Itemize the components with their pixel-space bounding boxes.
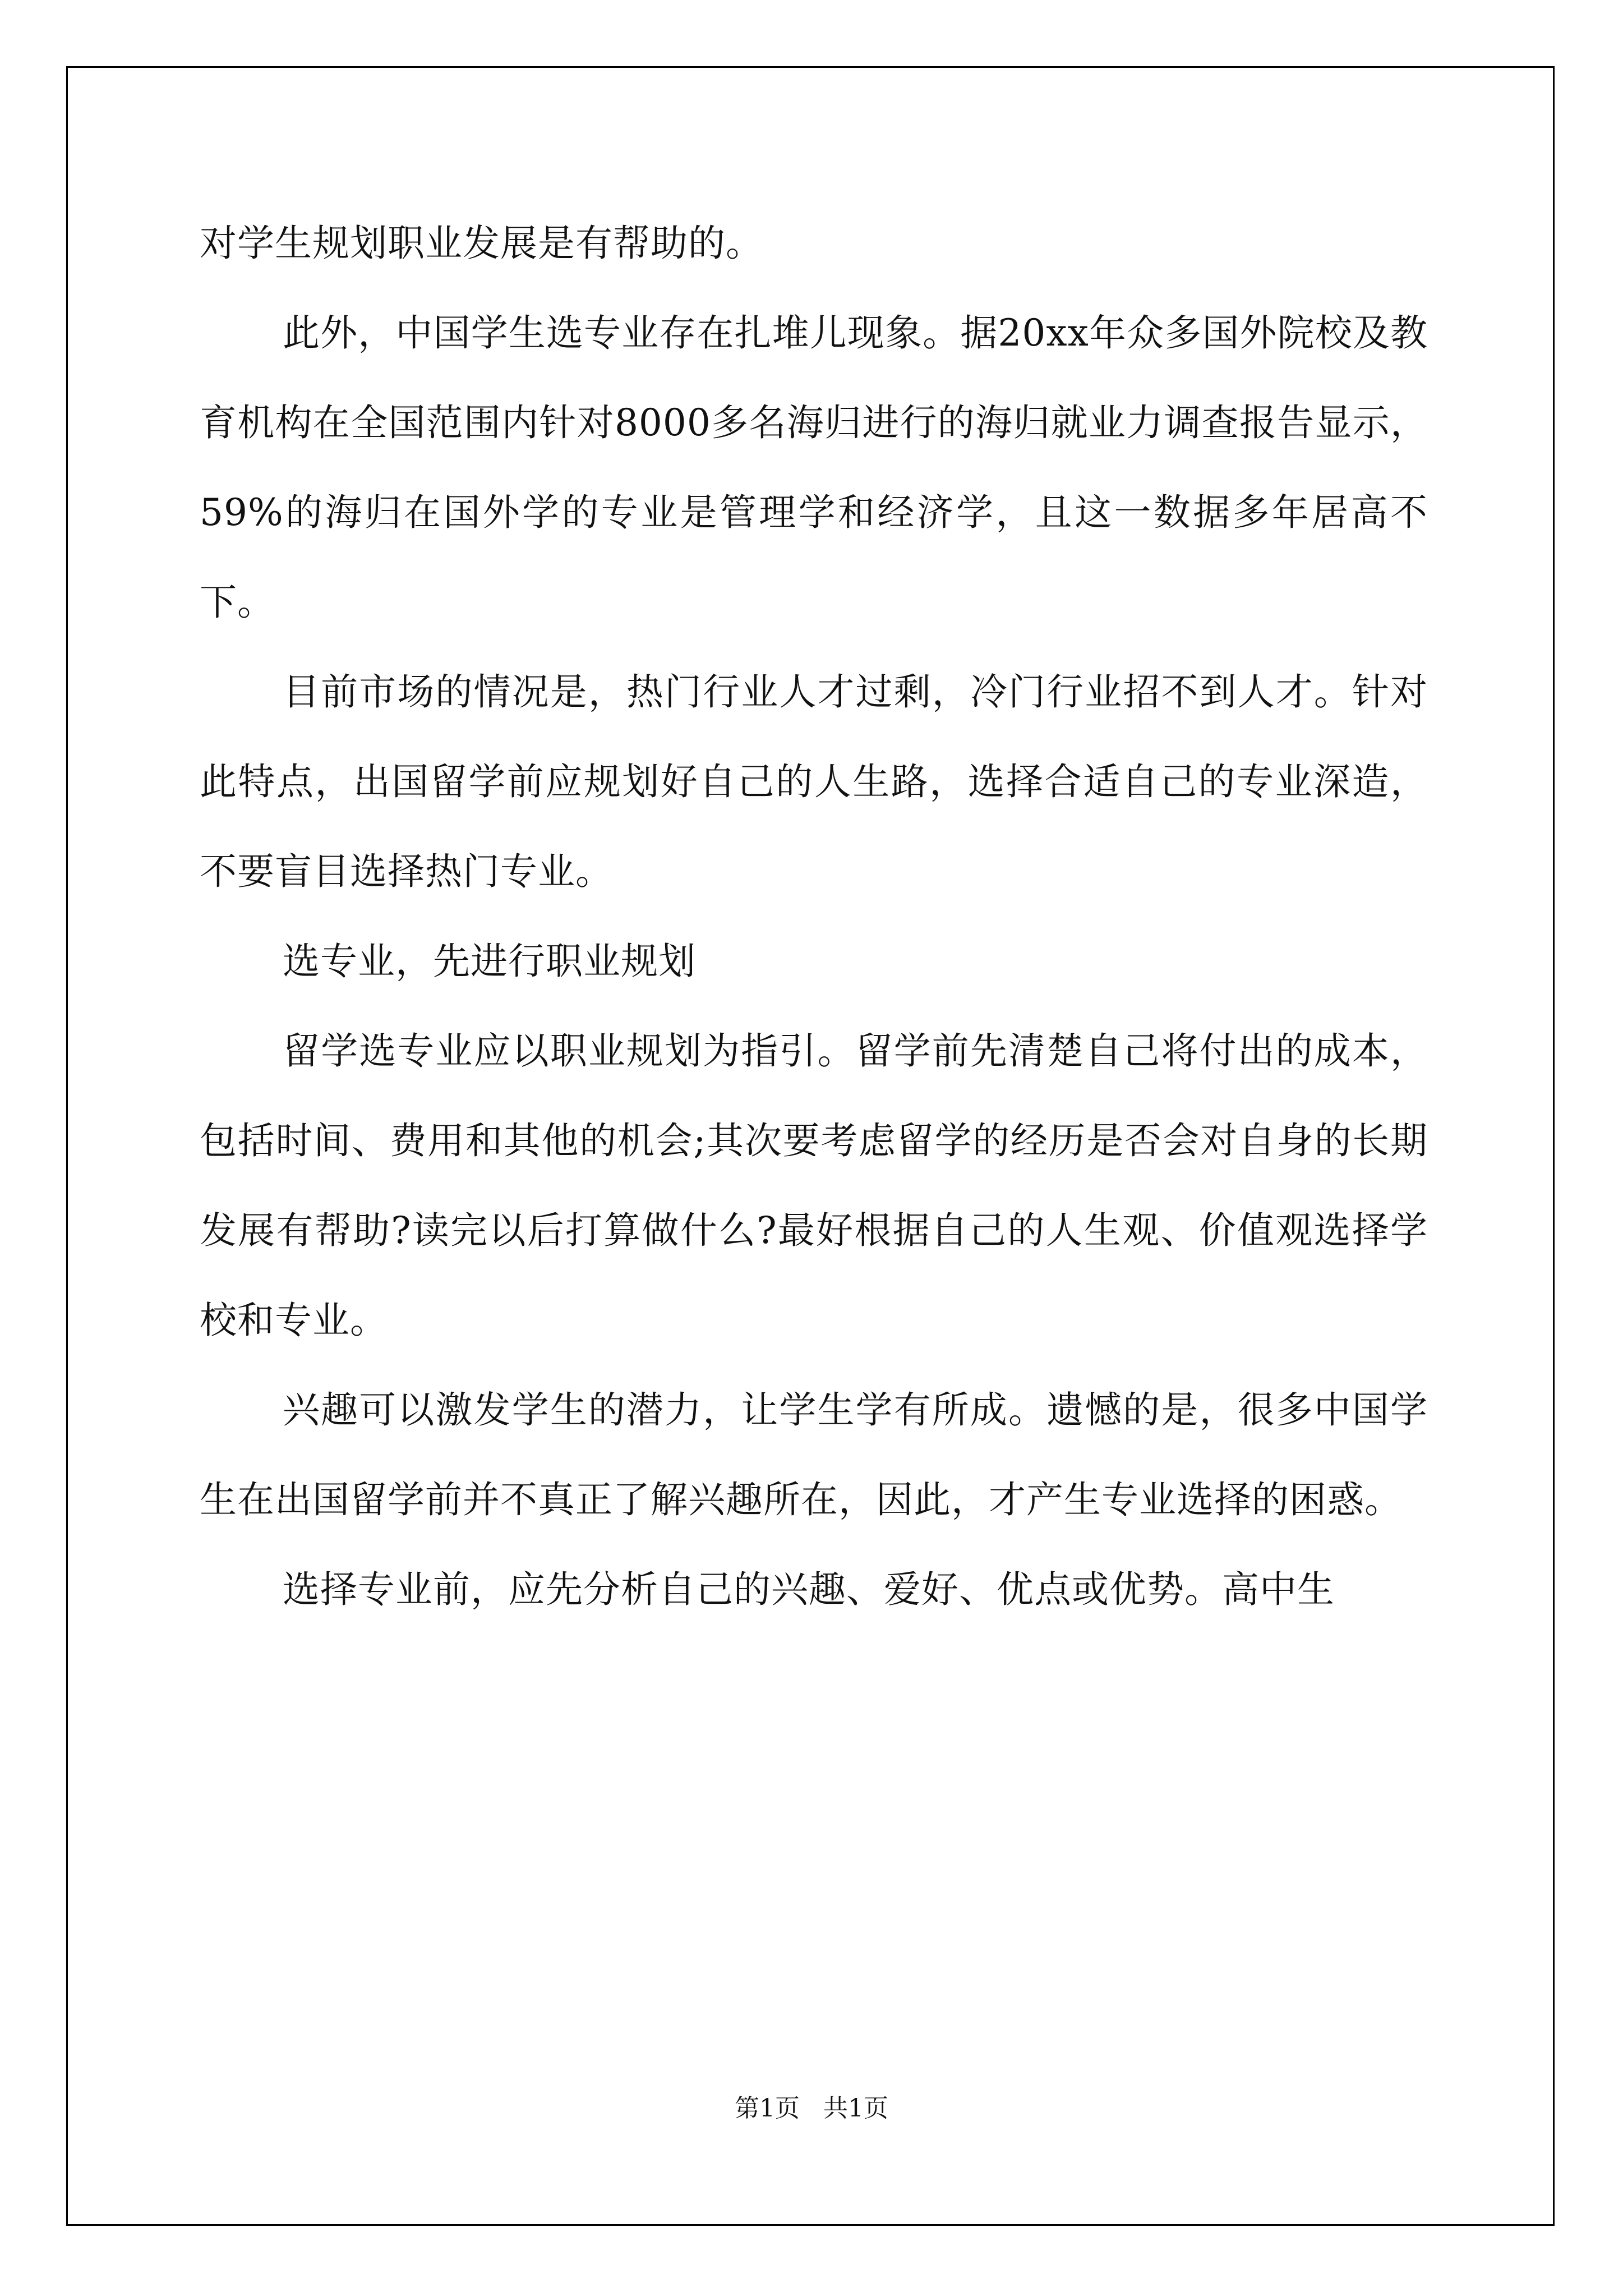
page-number-footer: 第1页 共1页 (735, 2094, 888, 2123)
paragraph-3: 目前市场的情况是，热门行业人才过剩，冷门行业招不到人才。针对此特点，出国留学前应规划好自己的人生路，选择合适自己的专业深造，不要盲目选择热门专业。 (200, 670, 1428, 893)
section-heading: 选专业，先进行职业规划 (283, 940, 696, 983)
paragraph-5: 兴趣可以激发学生的潜力，让学生学有所成。遗憾的是，很多中国学生在出国留学前并不真正了解兴趣所在，因此，才产生专业选择的困惑。 (200, 1388, 1428, 1521)
document-body (200, 199, 1428, 1635)
paragraph-1: 对学生规划职业发展是有帮助的。 (200, 222, 763, 265)
paragraph-2: 此外，中国学生选专业存在扎堆儿现象。据20xx年众多国外院校及教育机构在全国范围内针对8000多名海归进行的海归就业力调查报告显示，59%的海归在国外学的专业是管理学和经济学，且这一数据多年居高不下。 (200, 311, 1428, 624)
paragraph-6: 选择专业前，应先分析自己的兴趣、爱好、优点或优势。高中生 (283, 1568, 1335, 1611)
paragraph-4: 留学选专业应以职业规划为指引。留学前先清楚自己将付出的成本，包括时间、费用和其他的机会;其次要考虑留学的经历是否会对自身的长期发展有帮助?读完以后打算做什么?最好根据自己的人生观、价值观选择学校和专业。 (200, 1029, 1428, 1342)
